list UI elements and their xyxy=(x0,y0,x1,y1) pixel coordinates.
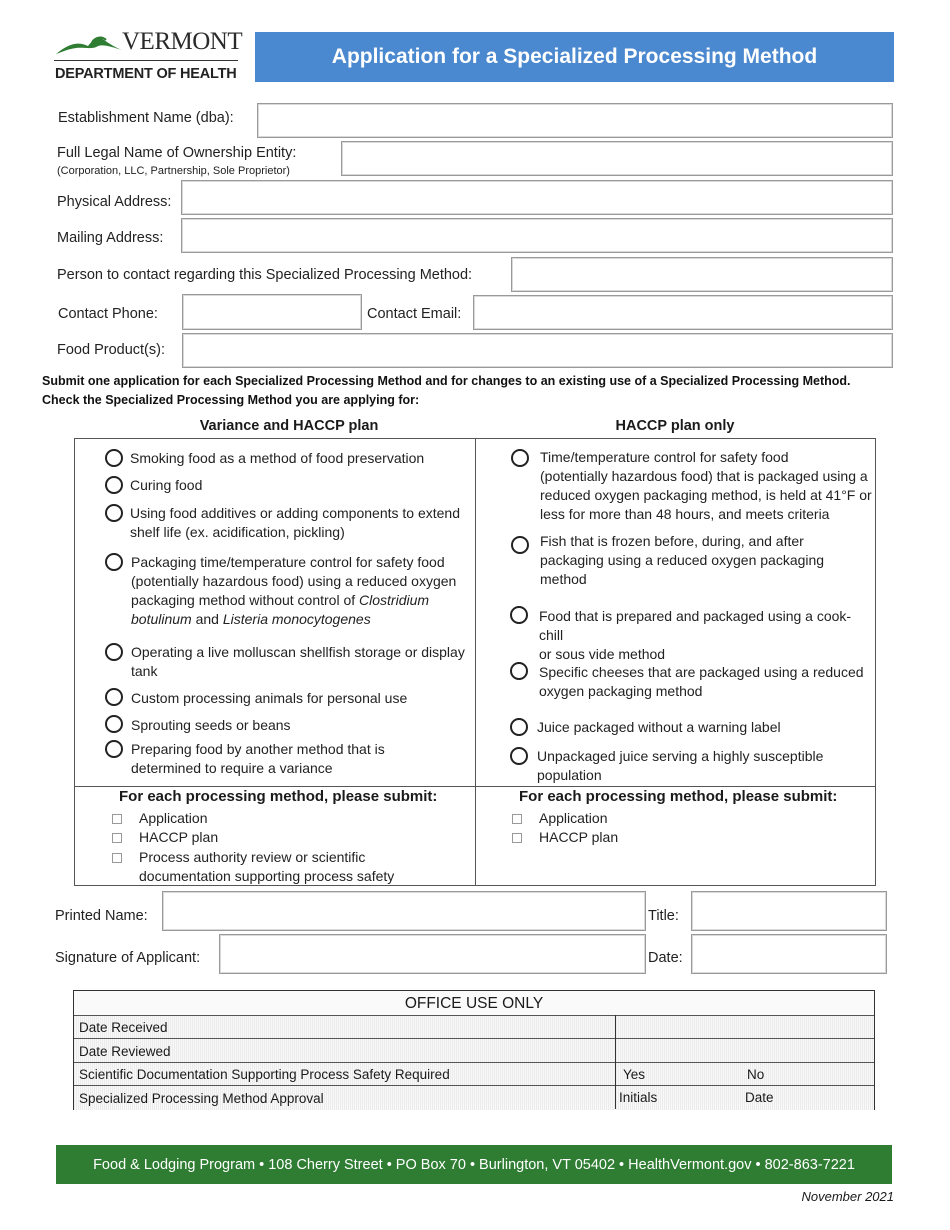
option-fish-line-2: packaging using a reduced oxygen packaging xyxy=(540,552,825,568)
option-tcs-line-4: less for more than 48 hours, and meets criteria xyxy=(540,506,830,522)
option-cheese-line-1: Specific cheeses that are packaged using a reduced xyxy=(539,664,864,680)
logo-department: DEPARTMENT OF HEALTH xyxy=(55,66,237,82)
office-row-received xyxy=(74,1015,874,1039)
mailing-address-field[interactable] xyxy=(181,218,893,253)
table-row-divider xyxy=(75,786,875,787)
variance-submit-haccp: HACCP plan xyxy=(139,829,219,845)
office-use-table xyxy=(73,990,875,1110)
contact-email-field[interactable] xyxy=(473,295,893,330)
option-juice-no-label: Juice packaged without a warning label xyxy=(537,719,781,735)
option-shellfish xyxy=(131,643,476,681)
contact-phone-label: Contact Phone: xyxy=(58,306,158,322)
option-tcs-rop xyxy=(540,448,875,524)
contact-phone-field[interactable] xyxy=(182,294,362,330)
variance-submit-application: Application xyxy=(139,810,208,826)
physical-address-label: Physical Address: xyxy=(57,194,172,210)
office-column-divider xyxy=(615,1015,616,1109)
option-rop-line-3-text: packaging method without control of xyxy=(131,592,356,608)
haccp-submit-heading: For each processing method, please submit: xyxy=(519,788,838,805)
option-rop-packaging xyxy=(131,553,476,629)
option-rop-line-1: Packaging time/temperature control for safety food xyxy=(131,554,445,570)
option-rop-line-2: (potentially hazardous food) using a reduced oxygen xyxy=(131,573,457,589)
contact-person-label: Person to contact regarding this Specialized Processing Method: xyxy=(57,267,473,283)
printed-name-field[interactable] xyxy=(162,891,646,931)
radio-cook-chill[interactable] xyxy=(510,606,528,624)
legal-name-hint: (Corporation, LLC, Partnership, Sole Proprietor) xyxy=(57,165,290,177)
checkbox-variance-application[interactable] xyxy=(112,814,122,824)
option-rop-line-4 xyxy=(131,610,476,629)
notice-line-1: Submit one application for each Specialized Processing Method and for changes to an existing use of a Specialized Processing Method. xyxy=(42,374,851,388)
page-title: Application for a Specialized Processing Method xyxy=(255,32,894,82)
option-cook-chill-line-1: Food that is prepared and packaged using a cook-chill xyxy=(539,608,852,643)
radio-cheese[interactable] xyxy=(510,662,528,680)
office-row-approval-label: Specialized Processing Method Approval xyxy=(79,1090,324,1106)
radio-shellfish[interactable] xyxy=(105,643,123,661)
option-cook-chill-line-2: or sous vide method xyxy=(539,646,666,662)
radio-additives[interactable] xyxy=(105,504,123,522)
radio-frozen-fish[interactable] xyxy=(511,536,529,554)
option-tcs-line-2: (potentially hazardous food) that is packaged using a xyxy=(540,468,868,484)
radio-sprouting[interactable] xyxy=(105,715,123,733)
logo-wordmark: VERMONT xyxy=(122,28,243,55)
office-row-received-label: Date Received xyxy=(79,1020,168,1035)
option-custom-processing: Custom processing animals for personal use xyxy=(131,690,408,706)
radio-curing[interactable] xyxy=(105,476,123,494)
haccp-submit-haccp: HACCP plan xyxy=(539,829,619,845)
contact-person-field[interactable] xyxy=(511,257,893,292)
date-field[interactable] xyxy=(691,934,887,974)
checkbox-haccp-haccp[interactable] xyxy=(512,833,522,843)
checkbox-variance-haccp[interactable] xyxy=(112,833,122,843)
option-curing: Curing food xyxy=(130,477,203,493)
option-unpackaged-juice xyxy=(537,747,872,785)
title-label: Title: xyxy=(648,908,679,924)
signature-field[interactable] xyxy=(219,934,646,974)
office-row-approval xyxy=(74,1085,874,1110)
mountain-logo-icon xyxy=(54,32,124,58)
office-row-documentation-label: Scientific Documentation Supporting Process Safety Required xyxy=(79,1067,450,1082)
option-rop-botulinum: botulinum xyxy=(131,611,192,627)
radio-custom-processing[interactable] xyxy=(105,688,123,706)
office-heading: OFFICE USE ONLY xyxy=(404,995,544,1012)
checkbox-variance-process-authority[interactable] xyxy=(112,853,122,863)
option-unpackaged-line-1: Unpackaged juice serving a highly susceptible xyxy=(537,748,824,764)
option-unpackaged-line-2: population xyxy=(537,767,602,783)
option-fish-line-3: method xyxy=(540,571,587,587)
office-yes: Yes xyxy=(623,1067,646,1082)
haccp-heading: HACCP plan only xyxy=(615,418,735,434)
food-products-field[interactable] xyxy=(182,333,893,368)
radio-rop-packaging[interactable] xyxy=(105,553,123,571)
office-date: Date xyxy=(745,1090,774,1105)
option-additives-line-2: shelf life (ex. acidification, pickling) xyxy=(130,524,345,540)
physical-address-field[interactable] xyxy=(181,180,893,215)
date-label: Date: xyxy=(648,950,683,966)
option-rop-line-3 xyxy=(131,591,476,610)
option-rop-clostridium: Clostridium xyxy=(359,592,430,608)
contact-email-label: Contact Email: xyxy=(367,306,462,322)
notice-line-2: Check the Specialized Processing Method you are applying for: xyxy=(42,393,420,407)
option-additives xyxy=(130,504,475,542)
legal-name-field[interactable] xyxy=(341,141,893,176)
variance-heading: Variance and HACCP plan xyxy=(199,418,379,434)
revision-date: November 2021 xyxy=(801,1189,894,1204)
variance-submit-process-authority xyxy=(139,848,469,886)
office-row-documentation xyxy=(74,1062,874,1086)
option-smoking: Smoking food as a method of food preservation xyxy=(130,450,425,466)
establishment-label: Establishment Name (dba): xyxy=(58,110,234,126)
option-tcs-line-1: Time/temperature control for safety food xyxy=(540,449,789,465)
option-rop-listeria: Listeria monocytogenes xyxy=(222,611,371,627)
mailing-address-label: Mailing Address: xyxy=(57,230,164,246)
radio-unpackaged-juice[interactable] xyxy=(510,747,528,765)
option-fish-line-1: Fish that is frozen before, during, and after xyxy=(540,533,804,549)
printed-name-label: Printed Name: xyxy=(55,908,148,924)
option-cheese-line-2: oxygen packaging method xyxy=(539,683,703,699)
option-other-line-2: determined to require a variance xyxy=(131,760,333,776)
option-rop-and: and xyxy=(195,611,219,627)
title-field[interactable] xyxy=(691,891,887,931)
radio-juice-no-label[interactable] xyxy=(510,718,528,736)
legal-name-label: Full Legal Name of Ownership Entity: xyxy=(57,145,297,161)
food-products-label: Food Product(s): xyxy=(57,342,165,358)
office-initials: Initials xyxy=(619,1090,658,1105)
option-cheese xyxy=(539,663,874,701)
option-additives-line-1: Using food additives or adding components to extend xyxy=(130,505,460,521)
logo-divider xyxy=(54,60,238,61)
checkbox-haccp-application[interactable] xyxy=(512,814,522,824)
option-sprouting: Sprouting seeds or beans xyxy=(131,717,291,733)
office-no: No xyxy=(747,1067,765,1082)
office-row-reviewed-label: Date Reviewed xyxy=(79,1043,171,1059)
option-other-method xyxy=(131,740,476,778)
signature-label: Signature of Applicant: xyxy=(55,950,201,966)
footer-bar: Food & Lodging Program • 108 Cherry Street • PO Box 70 • Burlington, VT 05402 • HealthVermont.gov • 802-863-7221 xyxy=(56,1145,892,1184)
option-shellfish-line-2: tank xyxy=(131,663,158,679)
vermont-logo xyxy=(54,28,243,88)
option-other-line-1: Preparing food by another method that is xyxy=(131,741,385,757)
office-row-reviewed xyxy=(74,1038,874,1063)
haccp-submit-application: Application xyxy=(539,810,608,826)
establishment-field[interactable] xyxy=(257,103,893,138)
variance-submit-pa-line-2: documentation supporting process safety xyxy=(139,868,395,884)
variance-submit-pa-line-1: Process authority review or scientific xyxy=(139,849,366,865)
option-frozen-fish xyxy=(540,532,875,589)
variance-submit-heading: For each processing method, please submit: xyxy=(119,788,438,805)
radio-tcs-rop[interactable] xyxy=(511,449,529,467)
option-tcs-line-3: reduced oxygen packaging method, is held at 41°F or xyxy=(540,487,872,503)
option-cook-chill xyxy=(539,607,874,664)
radio-smoking[interactable] xyxy=(105,449,123,467)
radio-other-method[interactable] xyxy=(105,740,123,758)
option-shellfish-line-1: Operating a live molluscan shellfish storage or display xyxy=(131,644,465,660)
